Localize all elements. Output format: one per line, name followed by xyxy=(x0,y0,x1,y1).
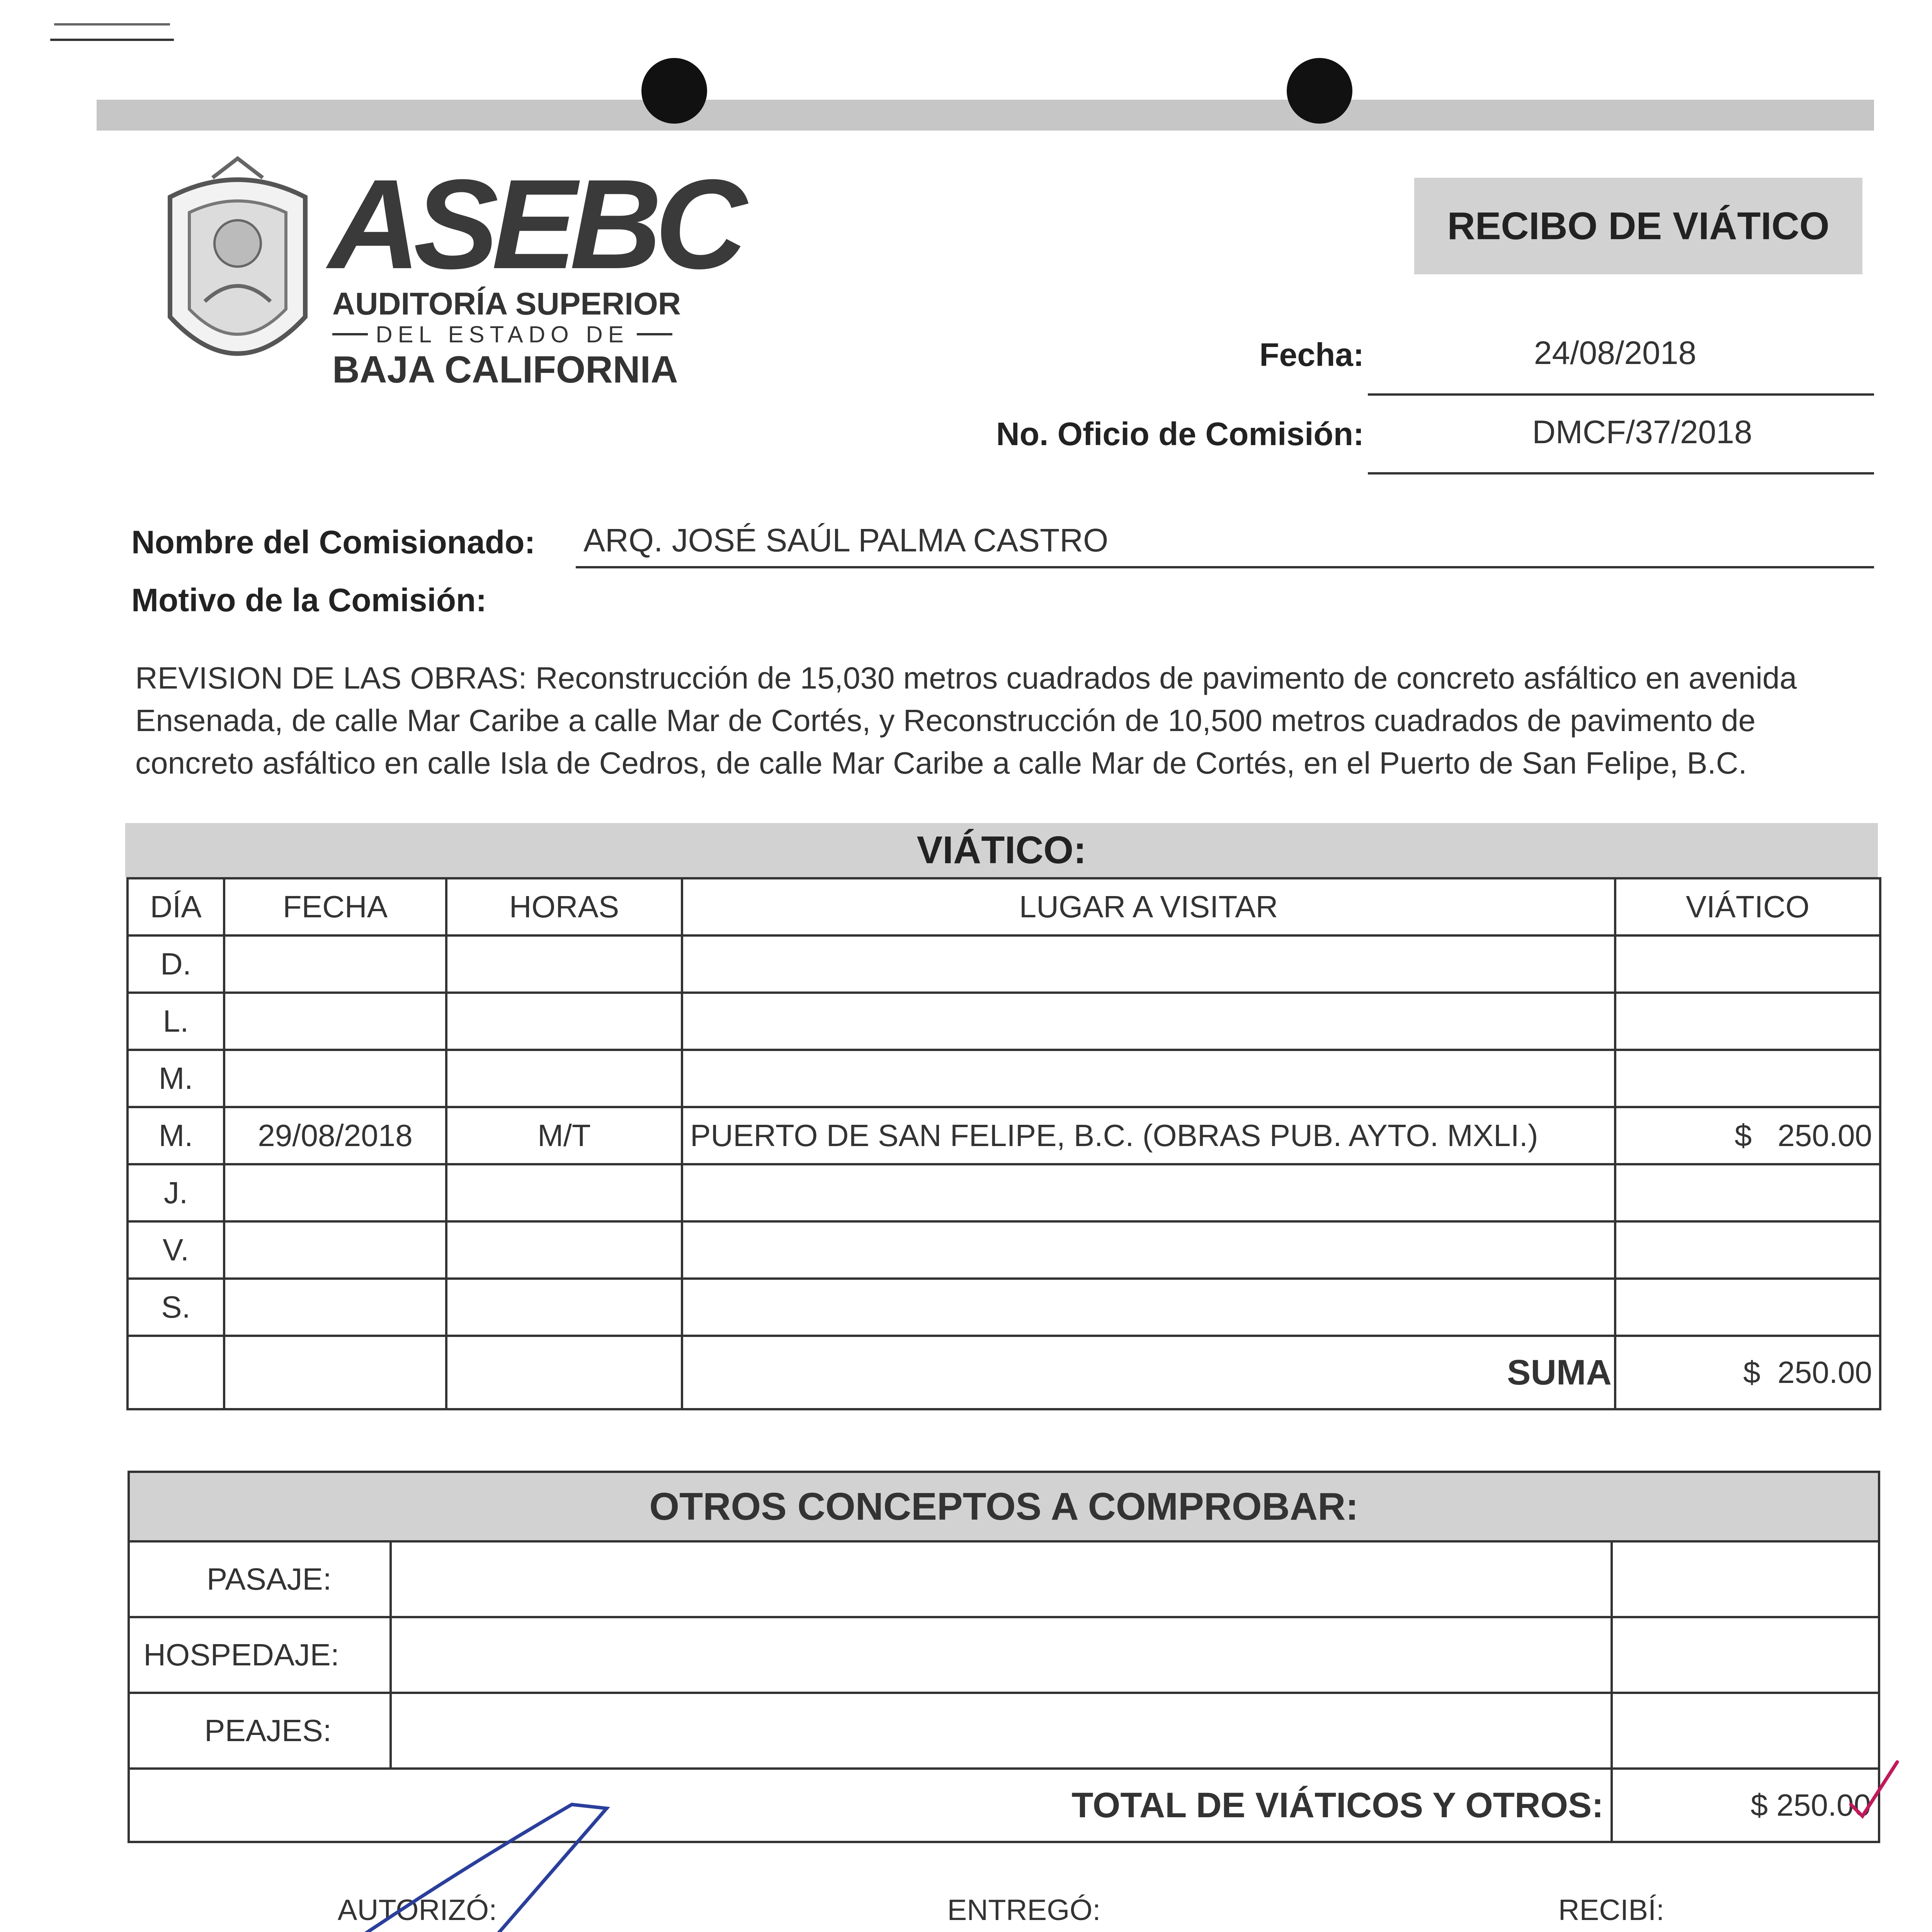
horas-cell xyxy=(446,1221,682,1279)
viatico-cell xyxy=(1615,1050,1880,1107)
fecha-cell xyxy=(224,1221,446,1279)
fecha-cell xyxy=(224,935,446,993)
logo-line-2 xyxy=(332,321,672,348)
logo-line-3: BAJA CALIFORNIA xyxy=(332,348,678,391)
horas-cell xyxy=(446,1164,682,1221)
horas-cell xyxy=(446,1279,682,1336)
table-row xyxy=(128,1279,1880,1336)
signature-autorizo-icon xyxy=(128,1793,630,1932)
empty-cell xyxy=(446,1336,682,1409)
form-title-box xyxy=(1414,178,1862,274)
viatico-cell xyxy=(1615,935,1880,993)
suma-value: $ 250.00 xyxy=(1615,1336,1880,1409)
table-row xyxy=(129,1617,1879,1693)
motivo-line: REVISION DE LAS OBRAS: Reconstrucción de 15,030 metros cuadrados de pavimento de concreto asfáltico en avenida xyxy=(135,661,1797,695)
scan-mark xyxy=(50,39,174,41)
suma-label: SUMA xyxy=(682,1336,1615,1409)
suma-row xyxy=(128,1336,1880,1409)
viatico-cell: $ 250.00 xyxy=(1615,1107,1880,1164)
viatico-title: VIÁTICO: xyxy=(125,823,1878,877)
signature-entrego-icon xyxy=(696,1913,1275,1932)
table-row xyxy=(128,1050,1880,1107)
concepto-label: HOSPEDAJE: xyxy=(129,1617,391,1693)
otros-section xyxy=(128,1471,1878,1843)
fecha-underline xyxy=(1368,393,1874,396)
table-row xyxy=(129,1693,1879,1769)
dia-cell: M. xyxy=(128,1107,224,1164)
concepto-detail xyxy=(391,1541,1612,1617)
nombre-underline xyxy=(576,566,1874,568)
motivo-line: concreto asfáltico en calle Isla de Cedros, de calle Mar Caribe a calle Mar de Cortés, en el Puerto de San Felipe, B.C. xyxy=(135,746,1747,780)
dia-cell: L. xyxy=(128,993,224,1050)
table-row xyxy=(128,1221,1880,1279)
concepto-label: PASAJE: xyxy=(129,1541,391,1617)
viatico-table xyxy=(126,877,1881,1410)
dia-cell: V. xyxy=(128,1221,224,1279)
scan-mark xyxy=(54,23,170,26)
lugar-cell: PUERTO DE SAN FELIPE, B.C. (OBRAS PUB. AYTO. MXLI.) xyxy=(682,1107,1615,1164)
oficio-value: DMCF/37/2018 xyxy=(1532,414,1752,450)
recibi-heading: RECIBÍ: xyxy=(1558,1894,1665,1927)
viatico-cell xyxy=(1615,1164,1880,1221)
fecha-cell xyxy=(224,1279,446,1336)
table-row xyxy=(129,1541,1879,1617)
total-value: $ 250.00 xyxy=(1612,1769,1879,1842)
horas-cell xyxy=(446,935,682,993)
fecha-cell: 29/08/2018 xyxy=(224,1107,446,1164)
table-header-row xyxy=(128,878,1880,935)
lugar-cell xyxy=(682,993,1615,1050)
fecha-cell xyxy=(224,1050,446,1107)
fecha-value: 24/08/2018 xyxy=(1534,335,1697,371)
top-band xyxy=(97,100,1874,131)
table-row xyxy=(128,1164,1880,1221)
concepto-label: PEAJES: xyxy=(129,1693,391,1769)
horas-cell xyxy=(446,993,682,1050)
viatico-cell xyxy=(1615,1221,1880,1279)
otros-title: OTROS CONCEPTOS A COMPROBAR: xyxy=(129,1472,1879,1541)
check-mark-icon xyxy=(1847,1758,1901,1820)
logo-line-2-text: DEL ESTADO DE xyxy=(376,321,629,347)
column-header: VIÁTICO xyxy=(1615,878,1880,935)
viatico-cell xyxy=(1615,1279,1880,1336)
fecha-cell xyxy=(224,993,446,1050)
punch-hole xyxy=(1287,58,1352,124)
nombre-value: ARQ. JOSÉ SAÚL PALMA CASTRO xyxy=(583,522,1109,558)
dia-cell: S. xyxy=(128,1279,224,1336)
oficio-underline xyxy=(1368,472,1874,474)
column-header: DÍA xyxy=(128,878,224,935)
dia-cell: D. xyxy=(128,935,224,993)
column-header: LUGAR A VISITAR xyxy=(682,878,1615,935)
concepto-detail xyxy=(391,1617,1612,1693)
concepto-amount xyxy=(1612,1541,1879,1617)
concepto-amount xyxy=(1612,1617,1879,1693)
autorizo-heading: AUTORIZÓ: xyxy=(337,1894,497,1927)
logo-initials: ASEBC xyxy=(328,153,740,295)
column-header: FECHA xyxy=(224,878,446,935)
empty-cell xyxy=(128,1336,224,1409)
viatico-section xyxy=(126,823,1877,1410)
oficio-label: No. Oficio de Comisión: xyxy=(996,416,1364,452)
dia-cell: M. xyxy=(128,1050,224,1107)
logo xyxy=(155,153,740,394)
logo-line-1: AUDITORÍA SUPERIOR xyxy=(332,286,681,321)
column-header: HORAS xyxy=(446,878,682,935)
form-title: RECIBO DE VIÁTICO xyxy=(1447,204,1830,248)
motivo-label: Motivo de la Comisión: xyxy=(131,582,487,618)
otros-table xyxy=(128,1471,1880,1843)
nombre-label: Nombre del Comisionado: xyxy=(131,524,536,560)
motivo-line: Ensenada, de calle Mar Caribe a calle Mar de Cortés, y Reconstrucción de 10,500 metros cuadrados de pavimento de xyxy=(135,703,1756,738)
lugar-cell xyxy=(682,1164,1615,1221)
lugar-cell xyxy=(682,935,1615,993)
viatico-cell xyxy=(1615,993,1880,1050)
fecha-label: Fecha: xyxy=(1259,337,1364,373)
concepto-detail xyxy=(391,1693,1612,1769)
table-row xyxy=(128,935,1880,993)
table-row xyxy=(128,1107,1880,1164)
fecha-cell xyxy=(224,1164,446,1221)
motivo-text xyxy=(135,657,1882,784)
lugar-cell xyxy=(682,1050,1615,1107)
table-row xyxy=(128,993,1880,1050)
total-label: TOTAL DE VIÁTICOS Y OTROS: xyxy=(129,1769,1612,1842)
horas-cell xyxy=(446,1050,682,1107)
dia-cell: J. xyxy=(128,1164,224,1221)
punch-hole xyxy=(641,58,707,124)
horas-cell: M/T xyxy=(446,1107,682,1164)
lugar-cell xyxy=(682,1221,1615,1279)
empty-cell xyxy=(224,1336,446,1409)
concepto-amount xyxy=(1612,1693,1879,1769)
entrego-heading: ENTREGÓ: xyxy=(947,1894,1101,1927)
otros-title-row xyxy=(129,1472,1879,1541)
state-seal-icon xyxy=(155,155,321,394)
lugar-cell xyxy=(682,1279,1615,1336)
